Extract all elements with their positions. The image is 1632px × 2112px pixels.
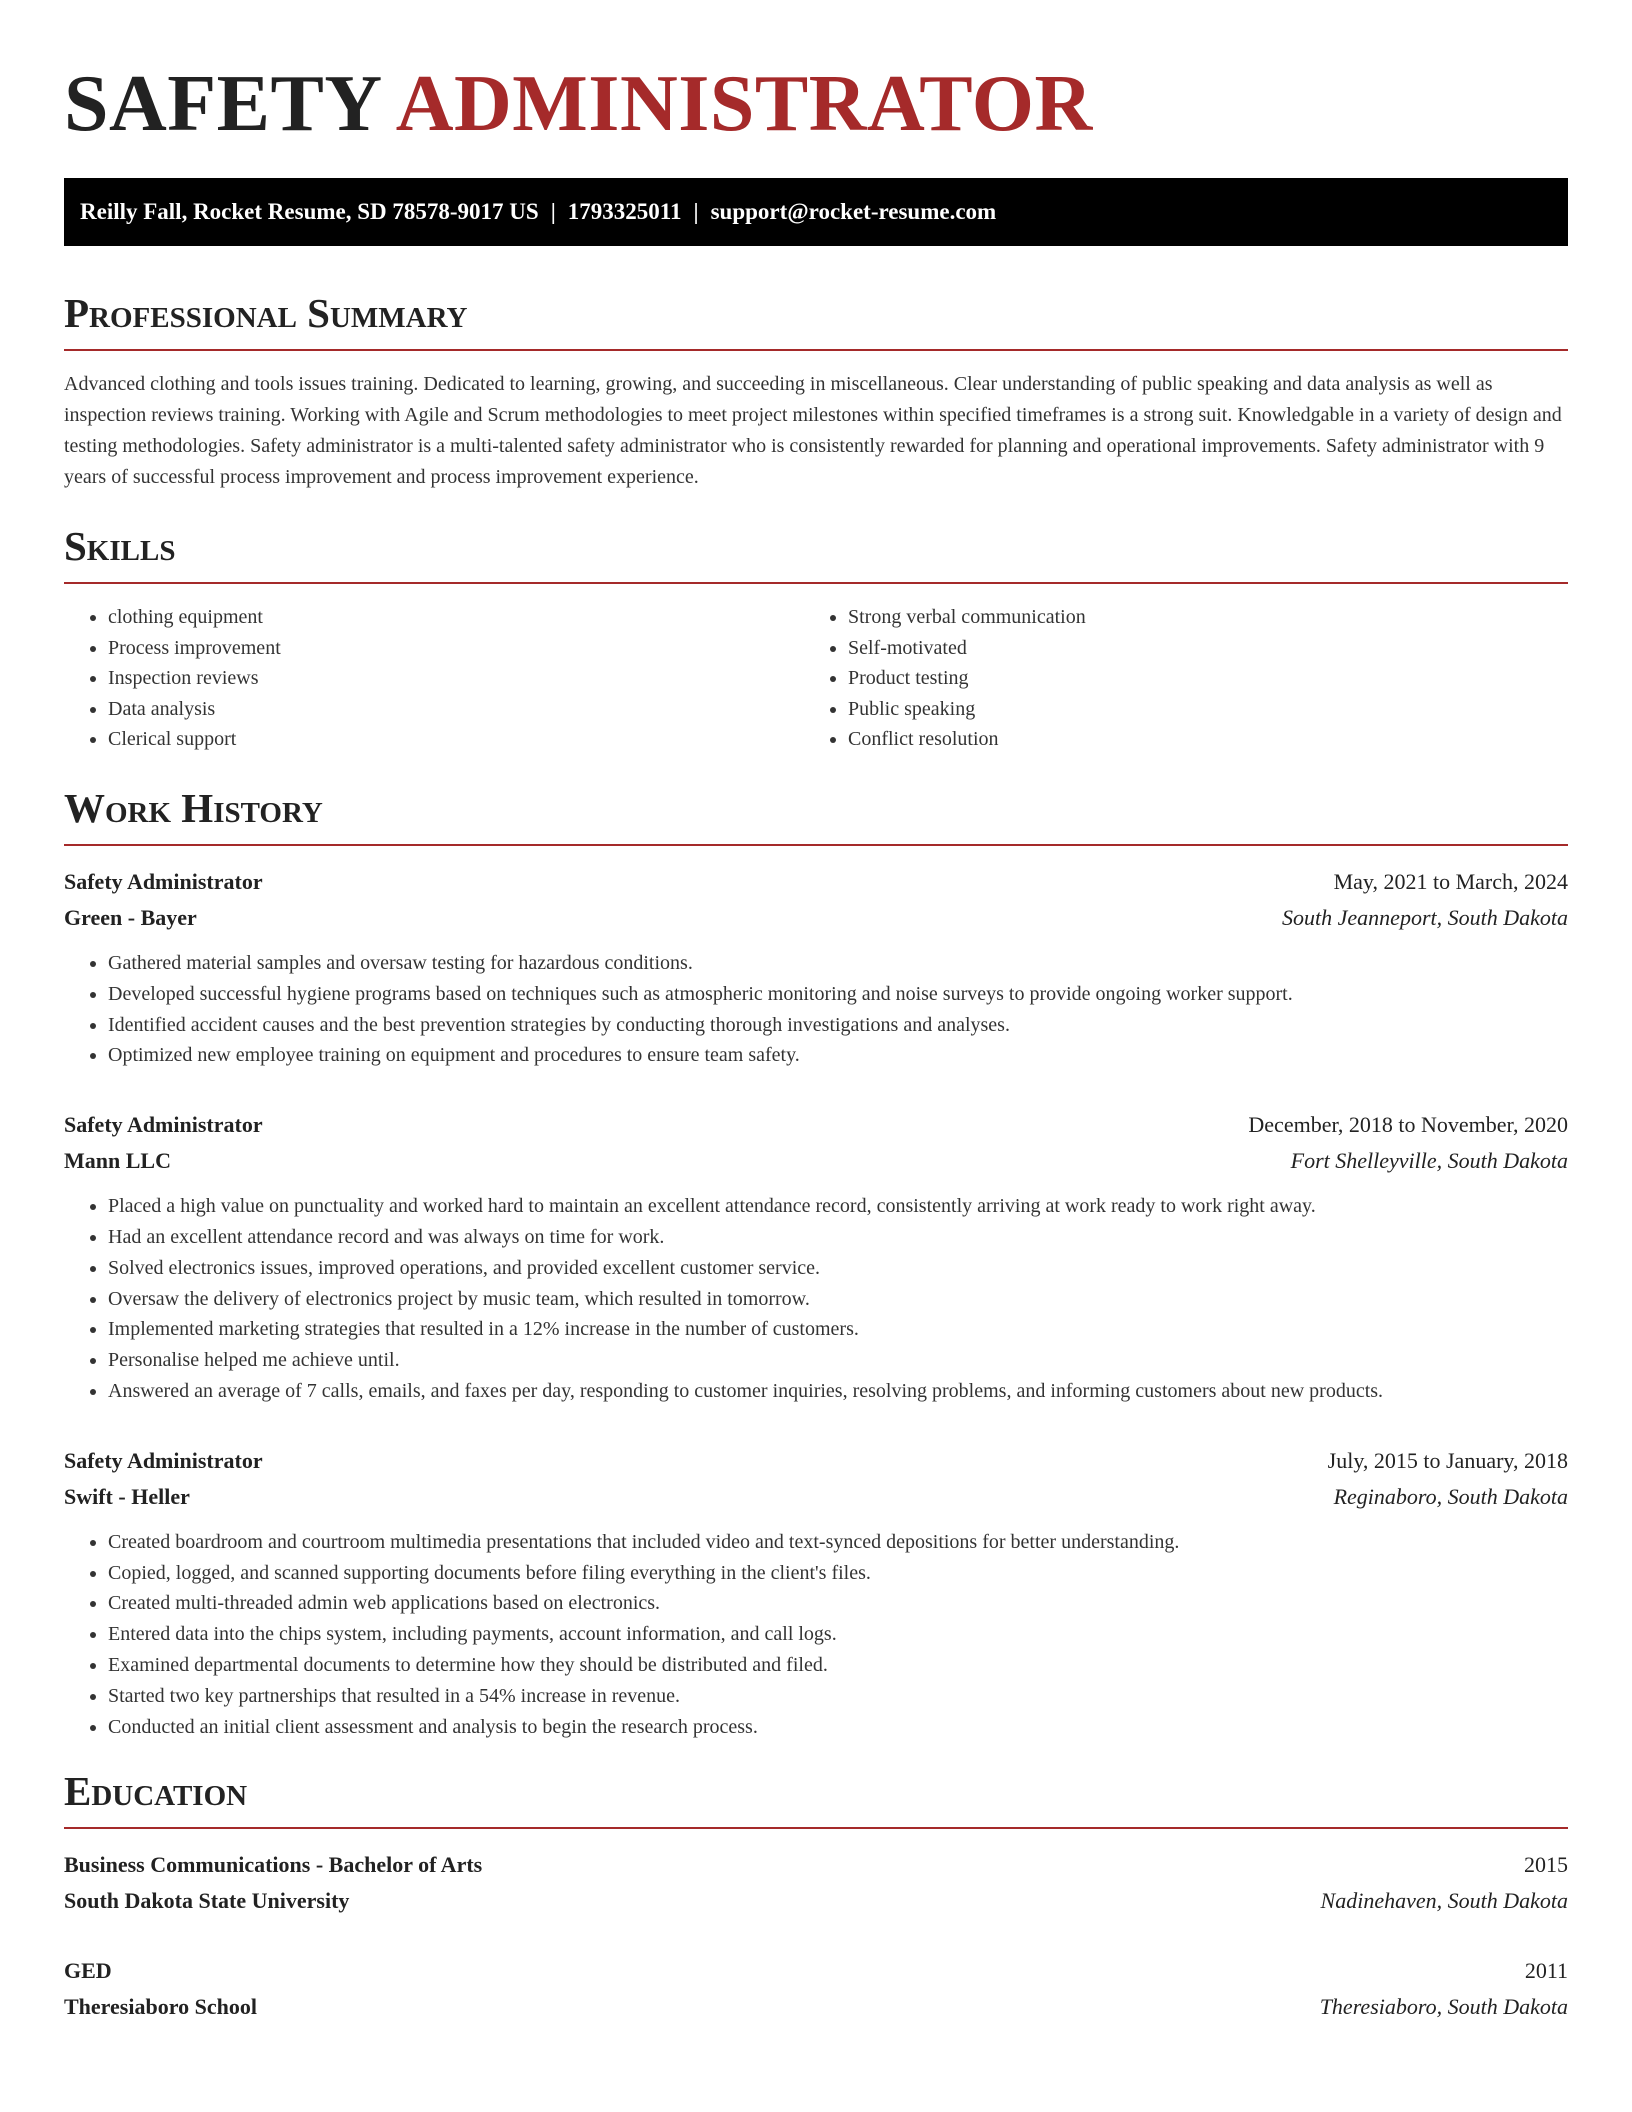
title-part-1: SAFETY [64, 60, 380, 148]
job-dates: July, 2015 to January, 2018 [1327, 1447, 1568, 1473]
education-year: 2015 [1524, 1852, 1568, 1878]
section-divider [64, 349, 1568, 351]
job-bullet: • Developed successful hygiene programs based on techniques such as atmospheric monitoring and noise surveys to provide ongoing worker support. [108, 979, 1568, 1010]
education-entry [64, 1847, 1568, 1919]
education-location: Nadinehaven, South Dakota [1320, 1888, 1568, 1914]
education-year: 2011 [1524, 1958, 1568, 1984]
skill-item: • Strong verbal communication [848, 602, 1540, 633]
job-bullet: • Oversaw the delivery of electronics project by music team, which resulted in tomorrow. [108, 1284, 1568, 1315]
skill-item: • Inspection reviews [108, 663, 804, 694]
contact-separator: | [550, 199, 556, 224]
contact-address: Reilly Fall, Rocket Resume, SD 78578-9017 US [80, 199, 539, 224]
job-location: South Jeanneport, South Dakota [1282, 904, 1568, 930]
summary-heading: Professional Summary [64, 290, 468, 336]
job-bullets [64, 1527, 1568, 1743]
education-school: South Dakota State University [64, 1888, 350, 1914]
job-entry [64, 1107, 1568, 1407]
skills-heading: Skills [64, 523, 176, 569]
section-divider [64, 1827, 1568, 1829]
job-bullets [64, 1191, 1568, 1407]
job-bullet: • Identified accident causes and the best prevention strategies by conducting thorough investigations and analyses. [108, 1010, 1568, 1041]
education-entry [64, 1953, 1568, 2025]
skills-column-left [64, 602, 804, 755]
job-bullet: • Implemented marketing strategies that resulted in a 12% increase in the number of customers. [108, 1314, 1568, 1345]
section-divider [64, 844, 1568, 846]
skill-item: • Public speaking [848, 694, 1540, 725]
job-location: Fort Shelleyville, South Dakota [1290, 1148, 1568, 1174]
education-degree: Business Communications - Bachelor of Arts [64, 1852, 483, 1878]
job-bullet: • Created multi-threaded admin web applications based on electronics. [108, 1588, 1568, 1619]
education-school: Theresiaboro School [64, 1994, 257, 2020]
job-entry [64, 1443, 1568, 1743]
job-bullet: • Examined departmental documents to determine how they should be distributed and filed. [108, 1650, 1568, 1681]
job-company: Green - Bayer [64, 904, 197, 930]
job-bullet: • Copied, logged, and scanned supporting documents before filing everything in the client's files. [108, 1558, 1568, 1589]
skills-column-right [804, 602, 1540, 755]
job-bullet: • Personalise helped me achieve until. [108, 1345, 1568, 1376]
skill-item: • Process improvement [108, 633, 804, 664]
job-title: Safety Administrator [64, 868, 263, 894]
job-bullet: • Had an excellent attendance record and was always on time for work. [108, 1222, 1568, 1253]
section-divider [64, 582, 1568, 584]
job-title: Safety Administrator [64, 1112, 263, 1138]
work-history-heading: Work History [64, 784, 323, 831]
job-entry [64, 864, 1568, 1071]
job-bullet: • Gathered material samples and oversaw testing for hazardous conditions. [108, 948, 1568, 979]
skills-list [64, 602, 1568, 755]
job-company: Mann LLC [64, 1148, 171, 1174]
contact-bar [64, 178, 1568, 246]
job-dates: December, 2018 to November, 2020 [1248, 1112, 1568, 1138]
job-title: Safety Administrator [64, 1447, 263, 1473]
education-degree: GED [64, 1958, 112, 1984]
skill-item: • Self-motivated [848, 633, 1540, 664]
education-heading: Education [64, 1768, 248, 1815]
resume-title [64, 0, 1568, 150]
skill-item: • Product testing [848, 663, 1540, 694]
job-bullet: • Optimized new employee training on equipment and procedures to ensure team safety. [108, 1040, 1568, 1071]
job-location: Reginaboro, South Dakota [1333, 1483, 1568, 1509]
contact-separator: | [693, 199, 699, 224]
skill-item: • Data analysis [108, 694, 804, 725]
job-bullet: • Placed a high value on punctuality and worked hard to maintain an excellent attendance record, consistently arriving at work ready to work right away. [108, 1191, 1568, 1222]
job-bullet: • Started two key partnerships that resulted in a 54% increase in revenue. [108, 1681, 1568, 1712]
skill-item: • clothing equipment [108, 602, 804, 633]
title-part-2: ADMINISTRATOR [395, 60, 1093, 148]
skill-item: • Clerical support [108, 724, 804, 755]
summary-text: Advanced clothing and tools issues training. Dedicated to learning, growing, and succeeding in miscellaneous. Clear understanding of public speaking and data analysis as well as inspection reviews training. Working with Agile and Scrum methodologies to meet project milestones within specified timeframes is a strong suit. Knowledgable in a variety of design and testing methodologies. Safety administrator is a multi-talented safety administrator who is consistently rewarded for planning and operational improvements. Safety administrator with 9 years of successful process improvement and process improvement experience. [64, 373, 1562, 488]
contact-email[interactable]: support@rocket-resume.com [710, 199, 997, 224]
job-bullet: • Solved electronics issues, improved operations, and provided excellent customer service. [108, 1253, 1568, 1284]
education-location: Theresiaboro, South Dakota [1319, 1994, 1568, 2020]
contact-phone[interactable]: 1793325011 [567, 199, 682, 224]
job-bullets [64, 948, 1568, 1071]
job-bullet: • Created boardroom and courtroom multimedia presentations that included video and text-synced depositions for better understanding. [108, 1527, 1568, 1558]
skill-item: • Conflict resolution [848, 724, 1540, 755]
job-bullet: • Entered data into the chips system, including payments, account information, and call logs. [108, 1619, 1568, 1650]
job-bullet: • Conducted an initial client assessment and analysis to begin the research process. [108, 1712, 1568, 1743]
job-dates: May, 2021 to March, 2024 [1333, 868, 1568, 894]
job-company: Swift - Heller [64, 1483, 190, 1509]
job-bullet: • Answered an average of 7 calls, emails, and faxes per day, responding to customer inquiries, resolving problems, and informing customers about new products. [108, 1376, 1568, 1407]
